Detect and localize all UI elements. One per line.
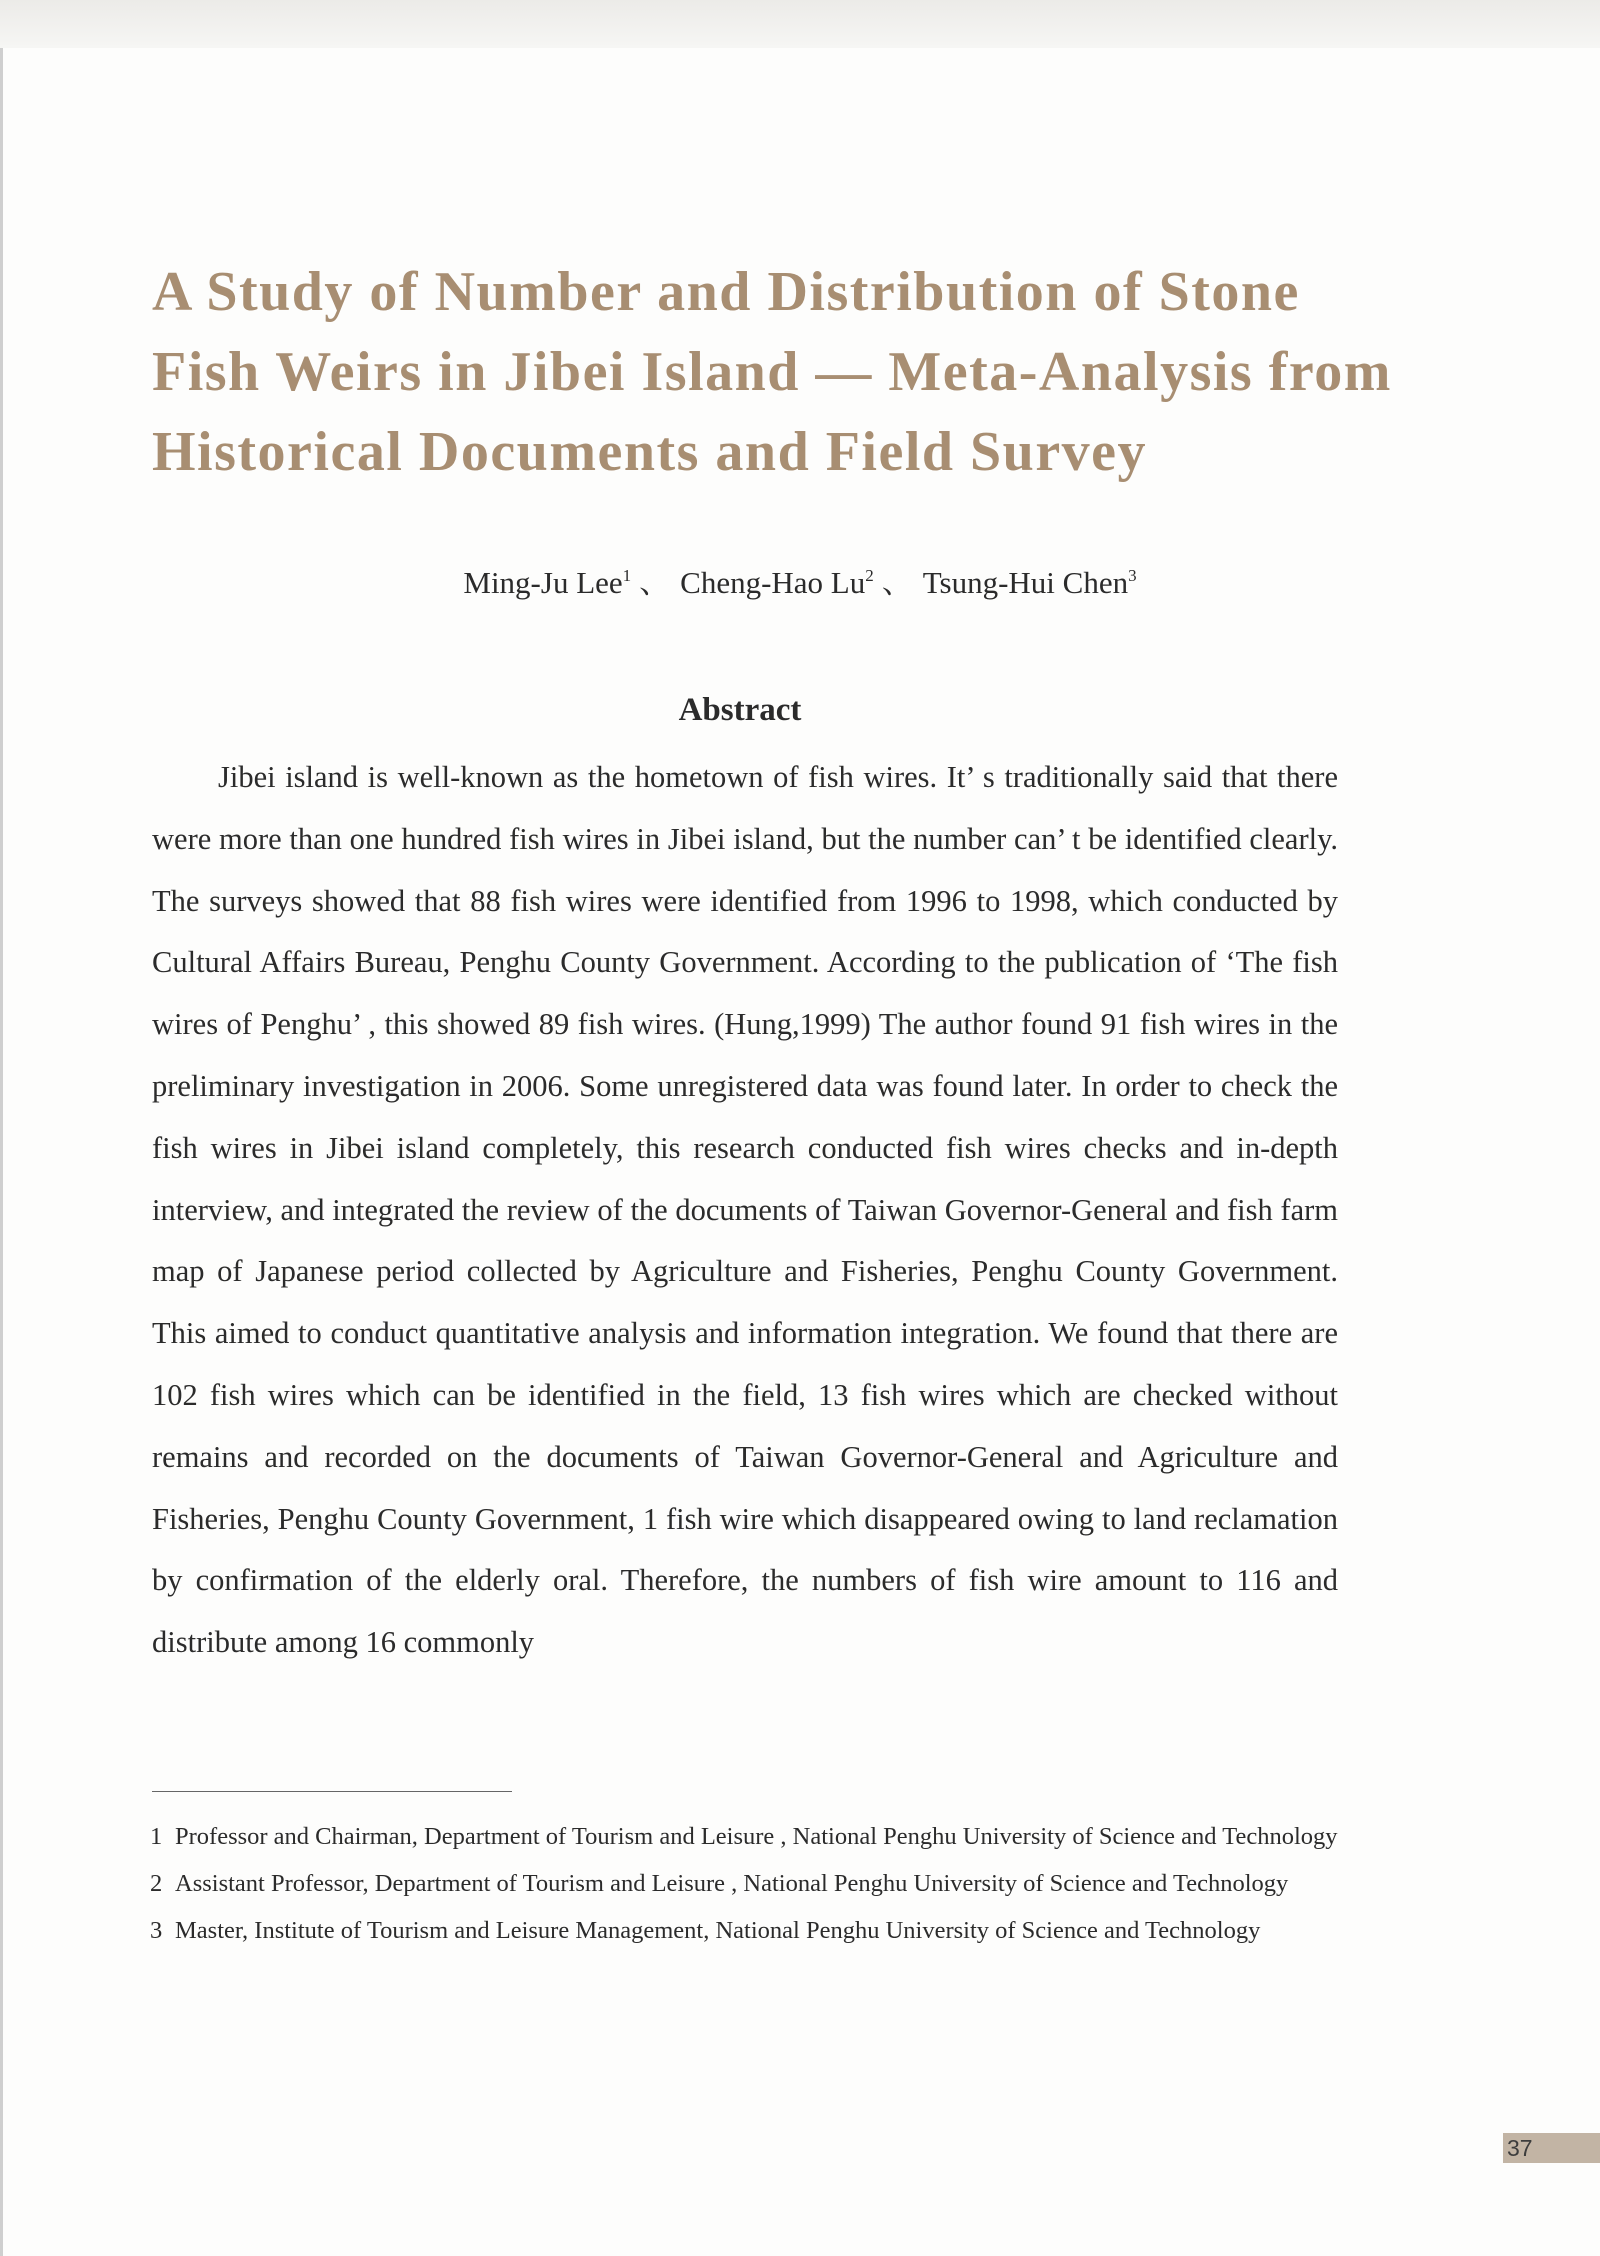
author-separator: 、 — [881, 565, 913, 600]
footnote-number: 2 — [150, 1870, 163, 1897]
scan-top-band — [0, 0, 1600, 48]
author-footnote-mark: 3 — [1128, 566, 1137, 585]
author-separator: 、 — [639, 565, 671, 600]
author-list — [0, 563, 1600, 603]
footnotes — [150, 1818, 1338, 1959]
page-number-tab: 37 — [1503, 2133, 1600, 2163]
footnote-number: 3 — [150, 1917, 163, 1944]
footnote-item — [150, 1865, 1338, 1902]
footnote-number: 1 — [150, 1823, 163, 1850]
footnote-divider — [152, 1791, 512, 1792]
title-line-1: A Study of Number and Distribution of Stone — [152, 261, 1300, 323]
title-line-2: Fish Weirs in Jibei Island — Meta-Analysis from — [152, 341, 1392, 403]
footnote-item — [150, 1818, 1338, 1855]
scan-left-edge — [0, 48, 3, 2256]
footnote-text: Professor and Chairman, Department of Tourism and Leisure , National Penghu University of Science and Technology — [175, 1823, 1338, 1850]
author-name: Ming-Ju Lee — [463, 565, 623, 600]
abstract-body: Jibei island is well-known as the hometown of fish wires. It’ s traditionally said that there were more than one hundred fish wires in Jibei island, but the number can’ t be identified clearly. The surveys showed that 88 fish wires were identified from 1996 to 1998, which conducted by Cultural Affairs Bureau, Penghu County Government. According to the publication of ‘The fish wires of Penghu’ , this showed 89 fish wires. (Hung,1999) The author found 91 fish wires in the preliminary investigation in 2006. Some unregistered data was found later. In order to check the fish wires in Jibei island completely, this research conducted fish wires checks and in-depth interview, and integrated the review of the documents of Taiwan Governor-General and fish farm map of Japanese period collected by Agriculture and Fisheries, Penghu County Government. This aimed to conduct quantitative analysis and information integration. We found that there are 102 fish wires which can be identified in the field, 13 fish wires which are checked without remains and recorded on the documents of Taiwan Governor-General and Agriculture and Fisheries, Penghu County Government, 1 fish wire which disappeared owing to land reclamation by confirmation of the elderly oral. Therefore, the numbers of fish wire amount to 116 and distribute among 16 commonly — [152, 760, 1338, 1660]
paper-title — [152, 252, 1392, 492]
footnote-text: Master, Institute of Tourism and Leisure Management, National Penghu University of Science and Technology — [175, 1917, 1261, 1944]
author-name: Cheng-Hao Lu — [680, 565, 866, 600]
title-line-3: Historical Documents and Field Survey — [152, 421, 1148, 483]
author-name: Tsung-Hui Chen — [922, 565, 1129, 600]
footnote-text: Assistant Professor, Department of Tourism and Leisure , National Penghu University of Science and Technology — [175, 1870, 1289, 1897]
footnote-item — [150, 1912, 1338, 1949]
author-footnote-mark: 1 — [622, 566, 632, 585]
author-footnote-mark: 2 — [865, 566, 874, 585]
abstract-heading: Abstract — [678, 692, 802, 728]
